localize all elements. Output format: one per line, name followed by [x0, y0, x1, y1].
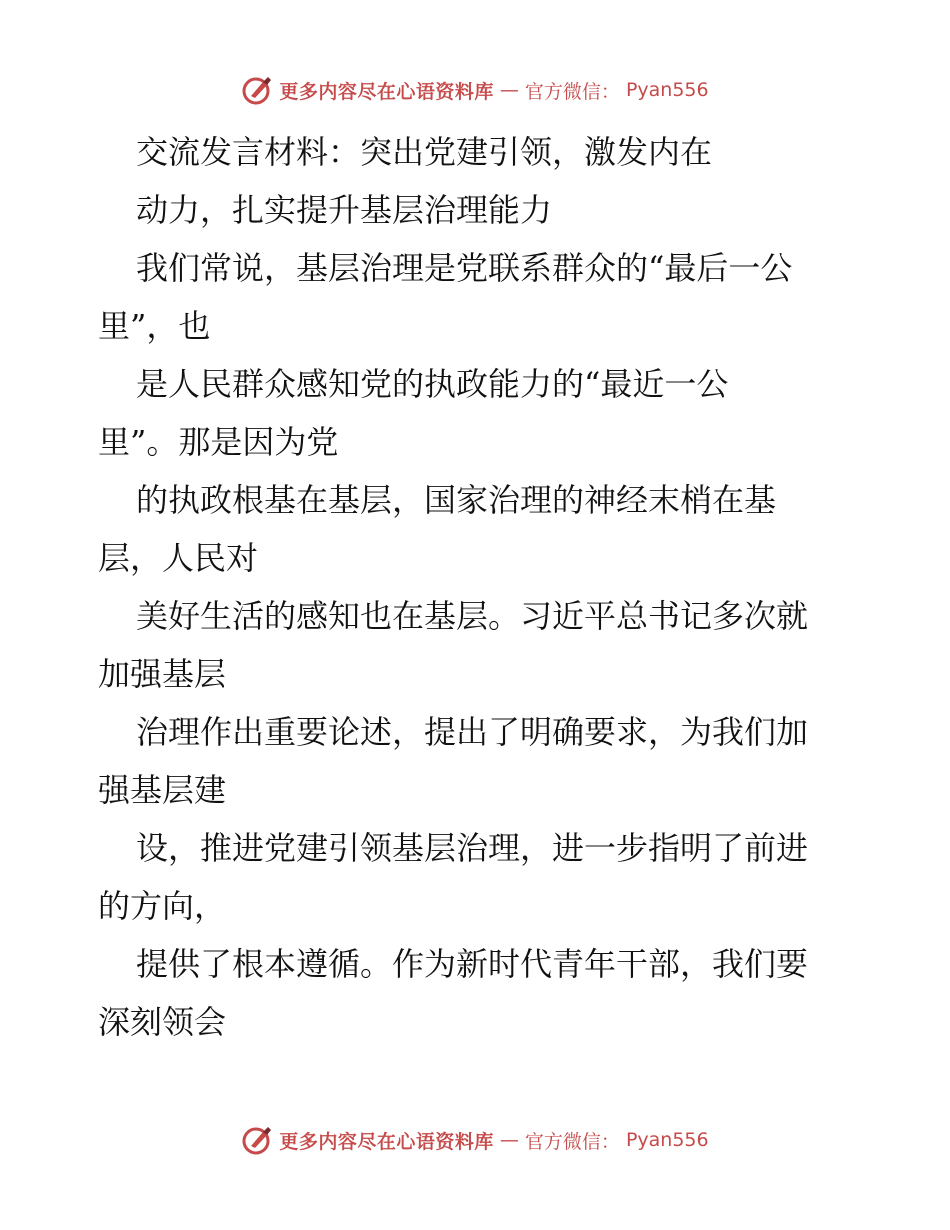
footer-banner-title: 更多内容尽在心语资料库: [279, 1130, 494, 1153]
header-banner: [0, 70, 950, 110]
footer-banner-wechat-id: Pyan556: [625, 1129, 709, 1151]
body-line: 深刻领会: [98, 1003, 227, 1041]
footer-banner: [0, 1120, 950, 1160]
header-banner-label: 官方微信：: [524, 80, 620, 103]
body-line: 设，推进党建引领基层治理，进一步指明了前进: [136, 829, 809, 867]
title-line-1: 交流发言材料：突出党建引领，激发内在: [136, 133, 713, 171]
body-line: 是人民群众感知党的执政能力的“最近一公: [136, 365, 729, 403]
footer-banner-inner: [241, 1124, 708, 1156]
body-line: 的执政根基在基层，国家治理的神经末梢在基: [136, 481, 777, 519]
body-line: 里”，也: [98, 307, 211, 345]
header-banner-inner: [241, 74, 708, 106]
title-line-2: 动力，扎实提升基层治理能力: [136, 191, 553, 229]
body-line: 美好生活的感知也在基层。习近平总书记多次就: [136, 597, 809, 635]
document-body: [98, 123, 858, 1051]
footer-banner-label: 官方微信：: [524, 1130, 620, 1153]
body-line: 层，人民对: [98, 539, 259, 577]
body-line: 加强基层: [98, 655, 227, 693]
header-banner-separator: —: [499, 79, 519, 101]
body-line: 的方向，: [98, 887, 227, 925]
body-line: 治理作出重要论述，提出了明确要求，为我们加: [136, 713, 809, 751]
header-banner-title: 更多内容尽在心语资料库: [279, 80, 494, 103]
body-line: 提供了根本遵循。作为新时代青年干部，我们要: [136, 945, 809, 983]
body-line: 我们常说，基层治理是党联系群众的“最后一公: [136, 249, 793, 287]
pen-logo-icon: [241, 74, 273, 106]
pen-logo-icon: [241, 1124, 273, 1156]
body-line: 强基层建: [98, 771, 227, 809]
footer-banner-separator: —: [499, 1129, 519, 1151]
body-line: 里”。那是因为党: [98, 423, 339, 461]
header-banner-wechat-id: Pyan556: [625, 79, 709, 101]
